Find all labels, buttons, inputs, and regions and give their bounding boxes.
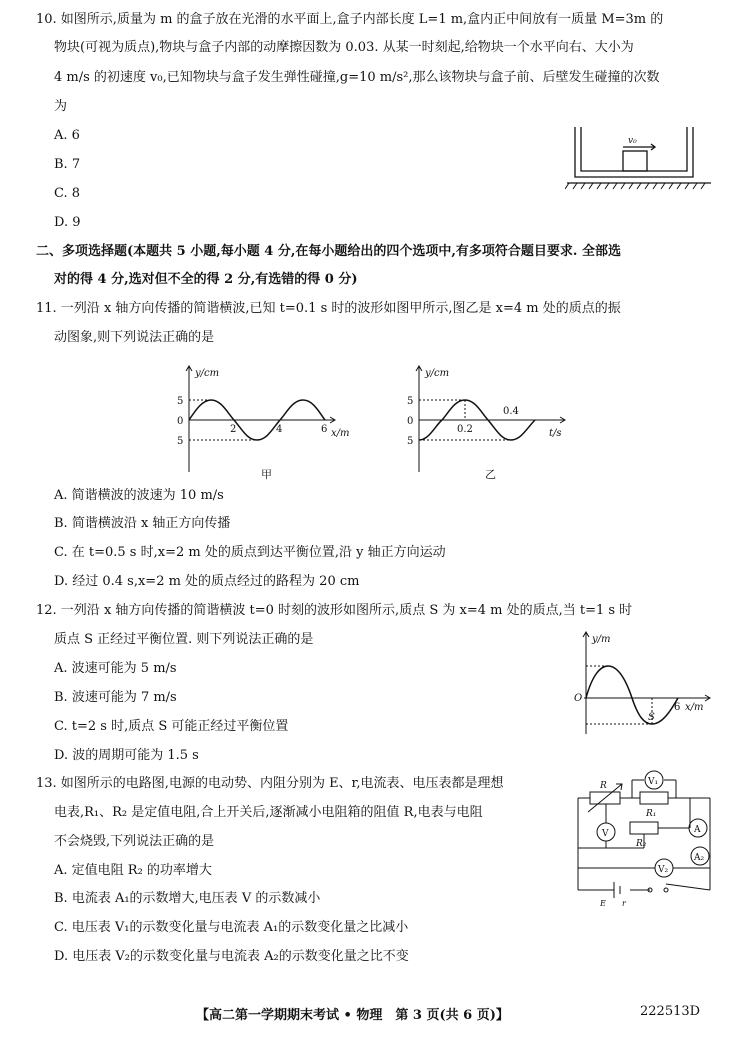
circuit-R: R [600, 781, 607, 791]
q12-stem-line-2: 质点 S 正经过平衡位置. 则下列说法正确的是 [54, 632, 314, 647]
section-2-heading-line-2: 对的得 4 分,选对但不全的得 2 分,有选错的得 0 分) [54, 272, 358, 287]
wave-graph-a [175, 360, 355, 480]
graph-b-yneg: 5 [407, 436, 414, 447]
graph-a-tick-2: 2 [230, 424, 237, 435]
q13-option-a: A. 定值电阻 R₂ 的功率增大 [54, 863, 212, 878]
graph-a-tick-4: 4 [276, 424, 283, 435]
q11-stem-line-2: 动图象,则下列说法正确的是 [54, 330, 215, 345]
v0-label: v₀ [628, 136, 637, 146]
wave-graph-12 [570, 628, 720, 738]
circuit-A1: A [694, 825, 701, 835]
graph-b-y5: 5 [407, 396, 414, 407]
q13-option-b: B. 电流表 A₁的示数增大,电压表 V 的示数减小 [54, 891, 321, 906]
q13-option-c: C. 电压表 V₁的示数变化量与电流表 A₁的示数变化量之比减小 [54, 920, 409, 935]
wave-graph-b [405, 360, 585, 480]
circuit-R2: R₂ [636, 839, 647, 849]
graph-a-tick-6: 6 [321, 424, 328, 435]
circuit-R1: R₁ [646, 809, 657, 819]
q10-option-b: B. 7 [54, 157, 81, 172]
q10-stem-line-2: 物块(可视为质点),物块与盒子内部的动摩擦因数为 0.03. 从某一时刻起,给物块一个水平向右、大小为 [54, 40, 634, 55]
circuit-V2: V₂ [658, 865, 669, 875]
q13-stem-line-1: 13. 如图所示的电路图,电源的电动势、内阻分别为 E、r,电流表、电压表都是理想 [36, 776, 504, 791]
graph-b-tick-02: 0.2 [457, 424, 473, 435]
circuit-V1: V₁ [648, 777, 659, 787]
q13-stem-line-3: 不会烧毁,下列说法正确的是 [54, 834, 215, 849]
circuit-V: V [602, 829, 609, 839]
q10-option-c: C. 8 [54, 186, 81, 201]
q10-stem-line-4: 为 [54, 99, 68, 114]
circuit-A2: A₂ [694, 853, 705, 863]
box-figure [565, 125, 715, 195]
q12-stem-line-1: 12. 一列沿 x 轴方向传播的简谐横波 t=0 时刻的波形如图所示,质点 S 为 x=4 m 处的质点,当 t=1 s 时 [36, 603, 633, 618]
page-footer: 【高二第一学期期末考试 • 物理 第 3 页(共 6 页)】 [196, 1008, 509, 1023]
q12-option-b: B. 波速可能为 7 m/s [54, 690, 177, 705]
graph-12-origin: O [574, 693, 583, 704]
graph-12-s-label: S [648, 712, 655, 723]
q13-option-d: D. 电压表 V₂的示数变化量与电流表 A₂的示数变化量之比不变 [54, 949, 409, 964]
graph-12-ylabel: y/m [592, 634, 611, 645]
graph-a-ylabel: y/cm [195, 368, 220, 379]
graph-b-ylabel: y/cm [425, 368, 450, 379]
graph-a-yneg: 5 [177, 436, 184, 447]
graph-b-tick-04: 0.4 [503, 406, 519, 417]
graph-a-y5: 5 [177, 396, 184, 407]
graph-b-zero: 0 [407, 416, 414, 427]
graph-b-xlabel: t/s [549, 428, 562, 439]
q11-stem-line-1: 11. 一列沿 x 轴方向传播的简谐横波,已知 t=0.1 s 时的波形如图甲所示,图乙是 x=4 m 处的质点的振 [36, 301, 621, 316]
q10-stem-line-1: 10. 如图所示,质量为 m 的盒子放在光滑的水平面上,盒子内部长度 L=1 m,盒内正中间放有一质量 M=3m 的 [36, 12, 664, 27]
graph-b-caption: 乙 [485, 468, 496, 480]
q12-option-a: A. 波速可能为 5 m/s [54, 661, 177, 676]
q11-option-b: B. 简谐横波沿 x 轴正方向传播 [54, 516, 231, 531]
paper-code: 222513D [640, 1004, 701, 1019]
q10-option-d: D. 9 [54, 215, 81, 230]
q13-stem-line-2: 电表,R₁、R₂ 是定值电阻,合上开关后,逐渐减小电阻箱的阻值 R,电表与电阻 [54, 805, 483, 820]
q11-option-a: A. 简谐横波的波速为 10 m/s [54, 488, 224, 503]
graph-a-zero: 0 [177, 416, 184, 427]
q12-option-c: C. t=2 s 时,质点 S 可能正经过平衡位置 [54, 719, 289, 734]
q10-option-a: A. 6 [54, 128, 80, 143]
circuit-r: r [622, 899, 626, 908]
q11-option-c: C. 在 t=0.5 s 时,x=2 m 处的质点到达平衡位置,沿 y 轴正方向运动 [54, 545, 446, 560]
section-2-heading-line-1: 二、多项选择题(本题共 5 小题,每小题 4 分,在每小题给出的四个选项中,有多项符合题目要求. 全部选 [36, 244, 621, 259]
graph-a-xlabel: x/m [331, 428, 350, 439]
graph-a-caption: 甲 [261, 468, 272, 480]
q12-option-d: D. 波的周期可能为 1.5 s [54, 748, 199, 763]
circuit-diagram [570, 770, 720, 910]
q11-option-d: D. 经过 0.4 s,x=2 m 处的质点经过的路程为 20 cm [54, 574, 360, 589]
graph-12-xlabel: x/m [685, 702, 704, 713]
circuit-E: E [600, 899, 606, 908]
graph-12-tick-6: 6 [674, 702, 681, 713]
q10-stem-line-3: 4 m/s 的初速度 v₀,已知物块与盒子发生弹性碰撞,g=10 m/s²,那么该物块与盒子前、后壁发生碰撞的次数 [54, 70, 660, 85]
